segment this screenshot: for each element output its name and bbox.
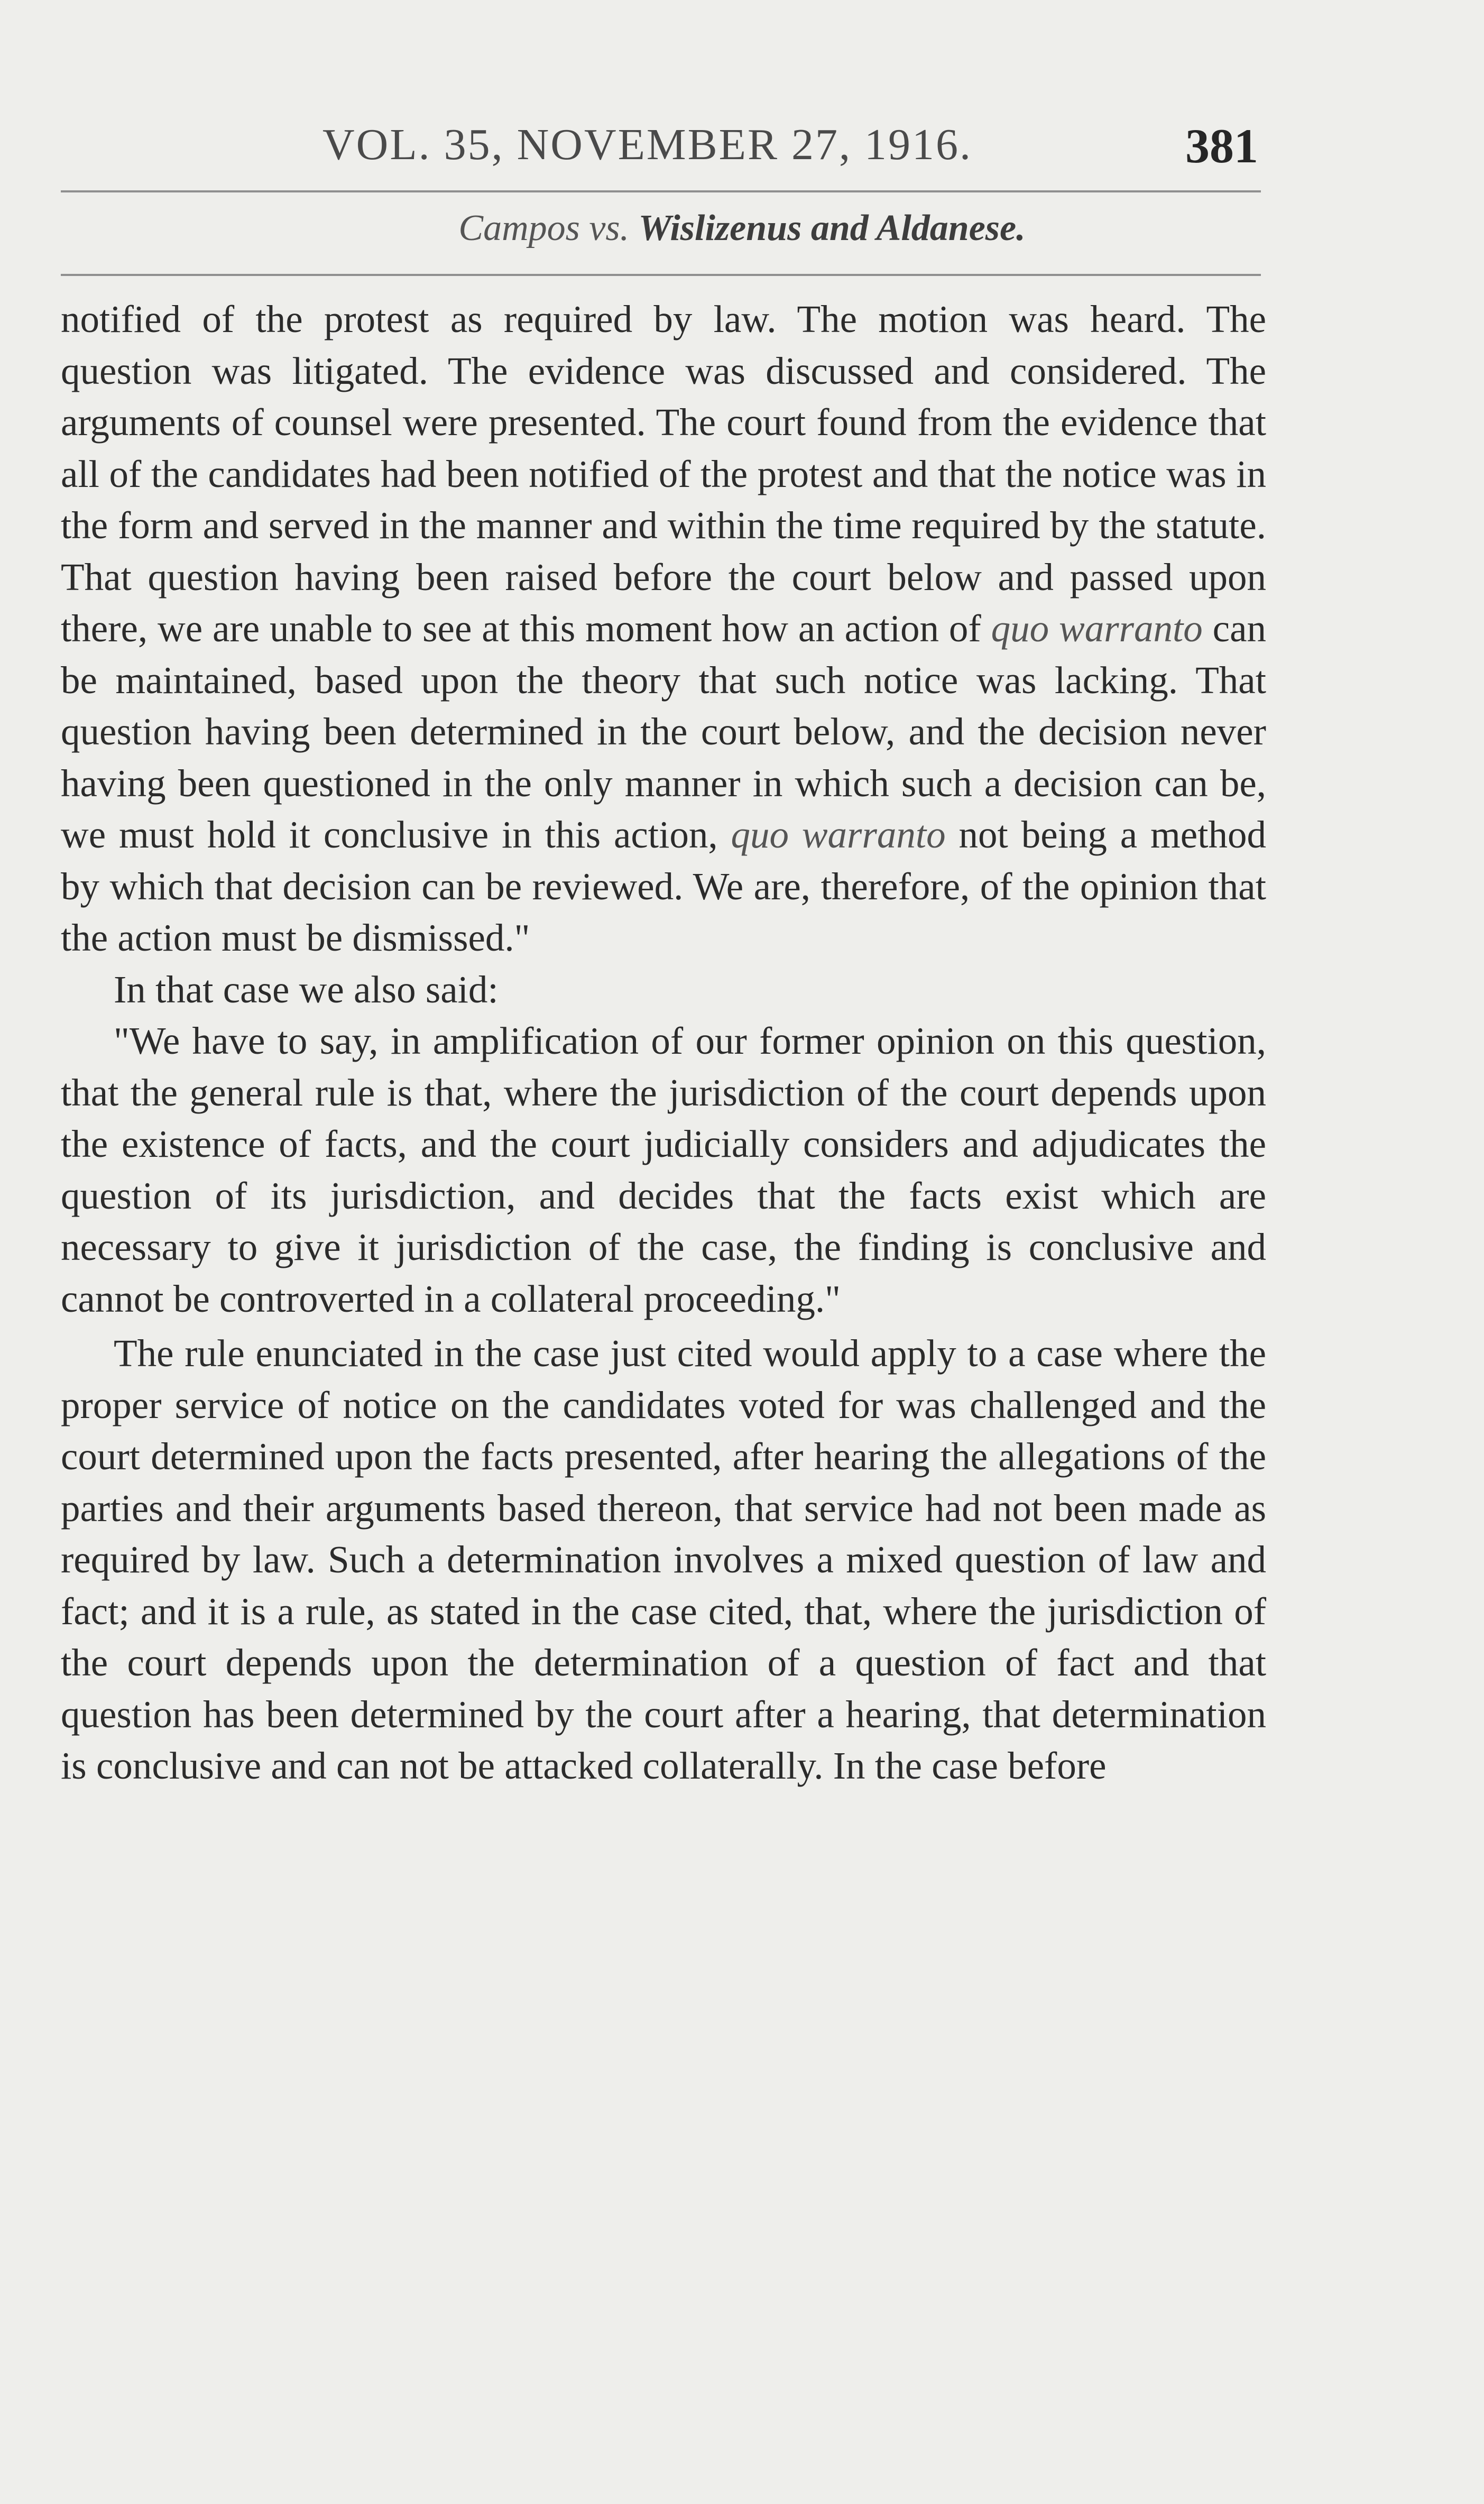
header-rule-bottom [61, 274, 1261, 276]
paragraph-1-seg3: not being a method by which that decision can be reviewed. We are, therefore, of the opinion that the action must be dismissed." [61, 813, 1266, 959]
paragraph-1-seg2: can be maintained, based upon the theory that such notice was lacking. That question having been determined in the court below, and the decision never having been questioned in the only manner in which such a decision can be, we must hold it conclusive in this action, [61, 607, 1266, 856]
paragraph-1-seg1: notified of the protest as required by law. The motion was heard. The question was litigated. The evidence was discussed and considered. The arguments of counsel were presented. The court found from the evidence that all of the candidates had been notified of the protest and that the notice was in the form and served in the manner and within the time required by the statute. That question having been raised before the court below and passed upon there, we are unable to see at this moment how an action of [61, 298, 1266, 650]
paragraph-continued-quote [61, 293, 1266, 964]
case-title-plaintiff: Campos vs. [458, 208, 639, 248]
paragraph-that-case: In that case we also said: [114, 968, 499, 1011]
italic-quo-warranto-2: quo warranto [731, 813, 946, 856]
body-text [61, 293, 1266, 1792]
page-number: 381 [1185, 119, 1258, 173]
case-title-defendants: Wislizenus and Aldanese. [638, 208, 1026, 248]
italic-quo-warranto-1: quo warranto [991, 607, 1203, 650]
case-title [0, 207, 1484, 250]
header-rule-top [61, 190, 1261, 192]
running-head [66, 119, 1258, 177]
running-title: VOL. 35, NOVEMBER 27, 1916. [322, 120, 972, 169]
paragraph-quoted-rule: "We have to say, in amplification of our former opinion on this question, that the general rule is that, where the jurisdiction of the court depends upon the existence of facts, and the court judicially considers and adjudicates the question of its jurisdiction, and decides that the facts exist which are necessary to give it jurisdiction of the case, the finding is conclusive and cannot be controverted in a collateral proceeding." [61, 1019, 1266, 1320]
paragraph-rule-enunciated: The rule enunciated in the case just cited would apply to a case where the proper service of notice on the candidates voted for was challenged and the court determined upon the facts presented, after hearing the allegations of the parties and their arguments based thereon, that service had not been made as required by law. Such a determination involves a mixed question of law and fact; and it is a rule, as stated in the case cited, that, where the jurisdiction of the court depends upon the determination of a question of fact and that question has been determined by the court after a hearing, that determination is conclusive and can not be attacked collaterally. In the case before [61, 1332, 1266, 1787]
